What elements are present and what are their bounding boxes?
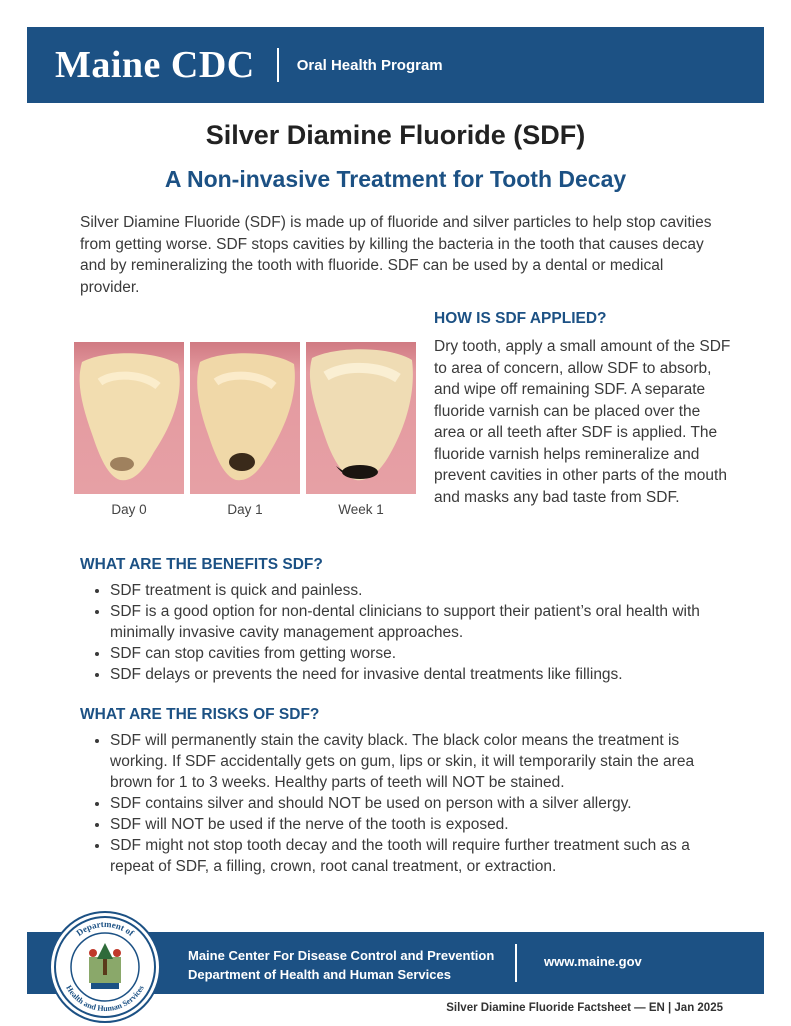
list-item: • SDF contains silver and should NOT be used on person with a silver allergy. xyxy=(110,793,720,814)
photo-caption-day1: Day 1 xyxy=(227,502,263,517)
footer-org-line2: Department of Health and Human Services xyxy=(188,967,451,982)
benefits-heading: WHAT ARE THE BENEFITS SDF? xyxy=(80,556,323,573)
risks-list xyxy=(80,730,720,877)
brand-logo-text: Maine CDC xyxy=(55,44,255,86)
how-applied-text: Dry tooth, apply a small amount of the SDF to area of concern, allow SDF to absorb, and wipe off remaining SDF. A separate fluoride varnish can be placed over the area or all teeth after SDF is applied. The fluoride varnish helps remineralize and prevent cavities in other parts of the mouth and masks any bad taste from SDF. xyxy=(434,338,731,506)
list-item: • SDF treatment is quick and painless. xyxy=(110,580,720,601)
header-divider xyxy=(277,48,279,82)
svg-text:Department of: Department of xyxy=(74,918,136,939)
tooth-photo-day1 xyxy=(190,342,300,494)
tooth-photo-week1 xyxy=(306,342,416,494)
list-item: • SDF delays or prevents the need for invasive dental treatments like fillings. xyxy=(110,664,720,685)
page-subtitle: A Non-invasive Treatment for Tooth Decay xyxy=(164,166,627,192)
risks-section xyxy=(80,706,720,877)
footer-divider xyxy=(515,944,517,982)
intro-paragraph: Silver Diamine Fluoride (SDF) is made up of fluoride and silver particles to help stop cavities from getting worse. SDF stops cavities by killing the bacteria in the tooth that causes decay and by remineralizing the tooth with fluoride. SDF can be used by a dental or medical provider. xyxy=(80,214,712,296)
website-link[interactable]: www.maine.gov xyxy=(544,954,642,969)
photo-caption-week1: Week 1 xyxy=(338,502,384,517)
list-item: • SDF will NOT be used if the nerve of the tooth is exposed. xyxy=(110,814,720,835)
header-bar xyxy=(27,27,764,103)
benefits-list xyxy=(80,580,720,685)
svg-text:Health and Human Services: Health and Human Services xyxy=(64,983,146,1014)
how-applied-heading: HOW IS SDF APPLIED? xyxy=(434,310,607,327)
program-name: Oral Health Program xyxy=(296,56,443,74)
photo-caption-day0: Day 0 xyxy=(111,502,147,517)
benefits-section xyxy=(80,556,720,685)
risks-heading: WHAT ARE THE RISKS OF SDF? xyxy=(80,706,320,723)
how-applied-section xyxy=(434,310,734,508)
list-item: • SDF is a good option for non-dental clinicians to support their patient’s oral health with minimally invasive cavity management approaches. xyxy=(110,601,720,643)
list-item: • SDF will permanently stain the cavity black. The black color means the treatment is working. If SDF accidentally gets on gum, lips or skin, it will temporarily stain the area brown for 1 to 3 weeks. Healthy parts of teeth will NOT be stained. xyxy=(110,730,720,793)
tooth-photo-day0 xyxy=(74,342,184,494)
footer-org-line1: Maine Center For Disease Control and Prevention xyxy=(188,948,495,963)
footer-organization xyxy=(188,946,494,984)
list-item: • SDF might not stop tooth decay and the tooth will require further treatment such as a repeat of SDF, a filling, crown, root canal treatment, or extraction. xyxy=(110,835,720,877)
list-item: • SDF can stop cavities from getting worse. xyxy=(110,643,720,664)
dhhs-seal-logo xyxy=(49,911,161,1023)
page-title: Silver Diamine Fluoride (SDF) xyxy=(205,120,586,150)
factsheet-label: Silver Diamine Fluoride Factsheet — EN | Jan 2025 xyxy=(446,1002,723,1014)
